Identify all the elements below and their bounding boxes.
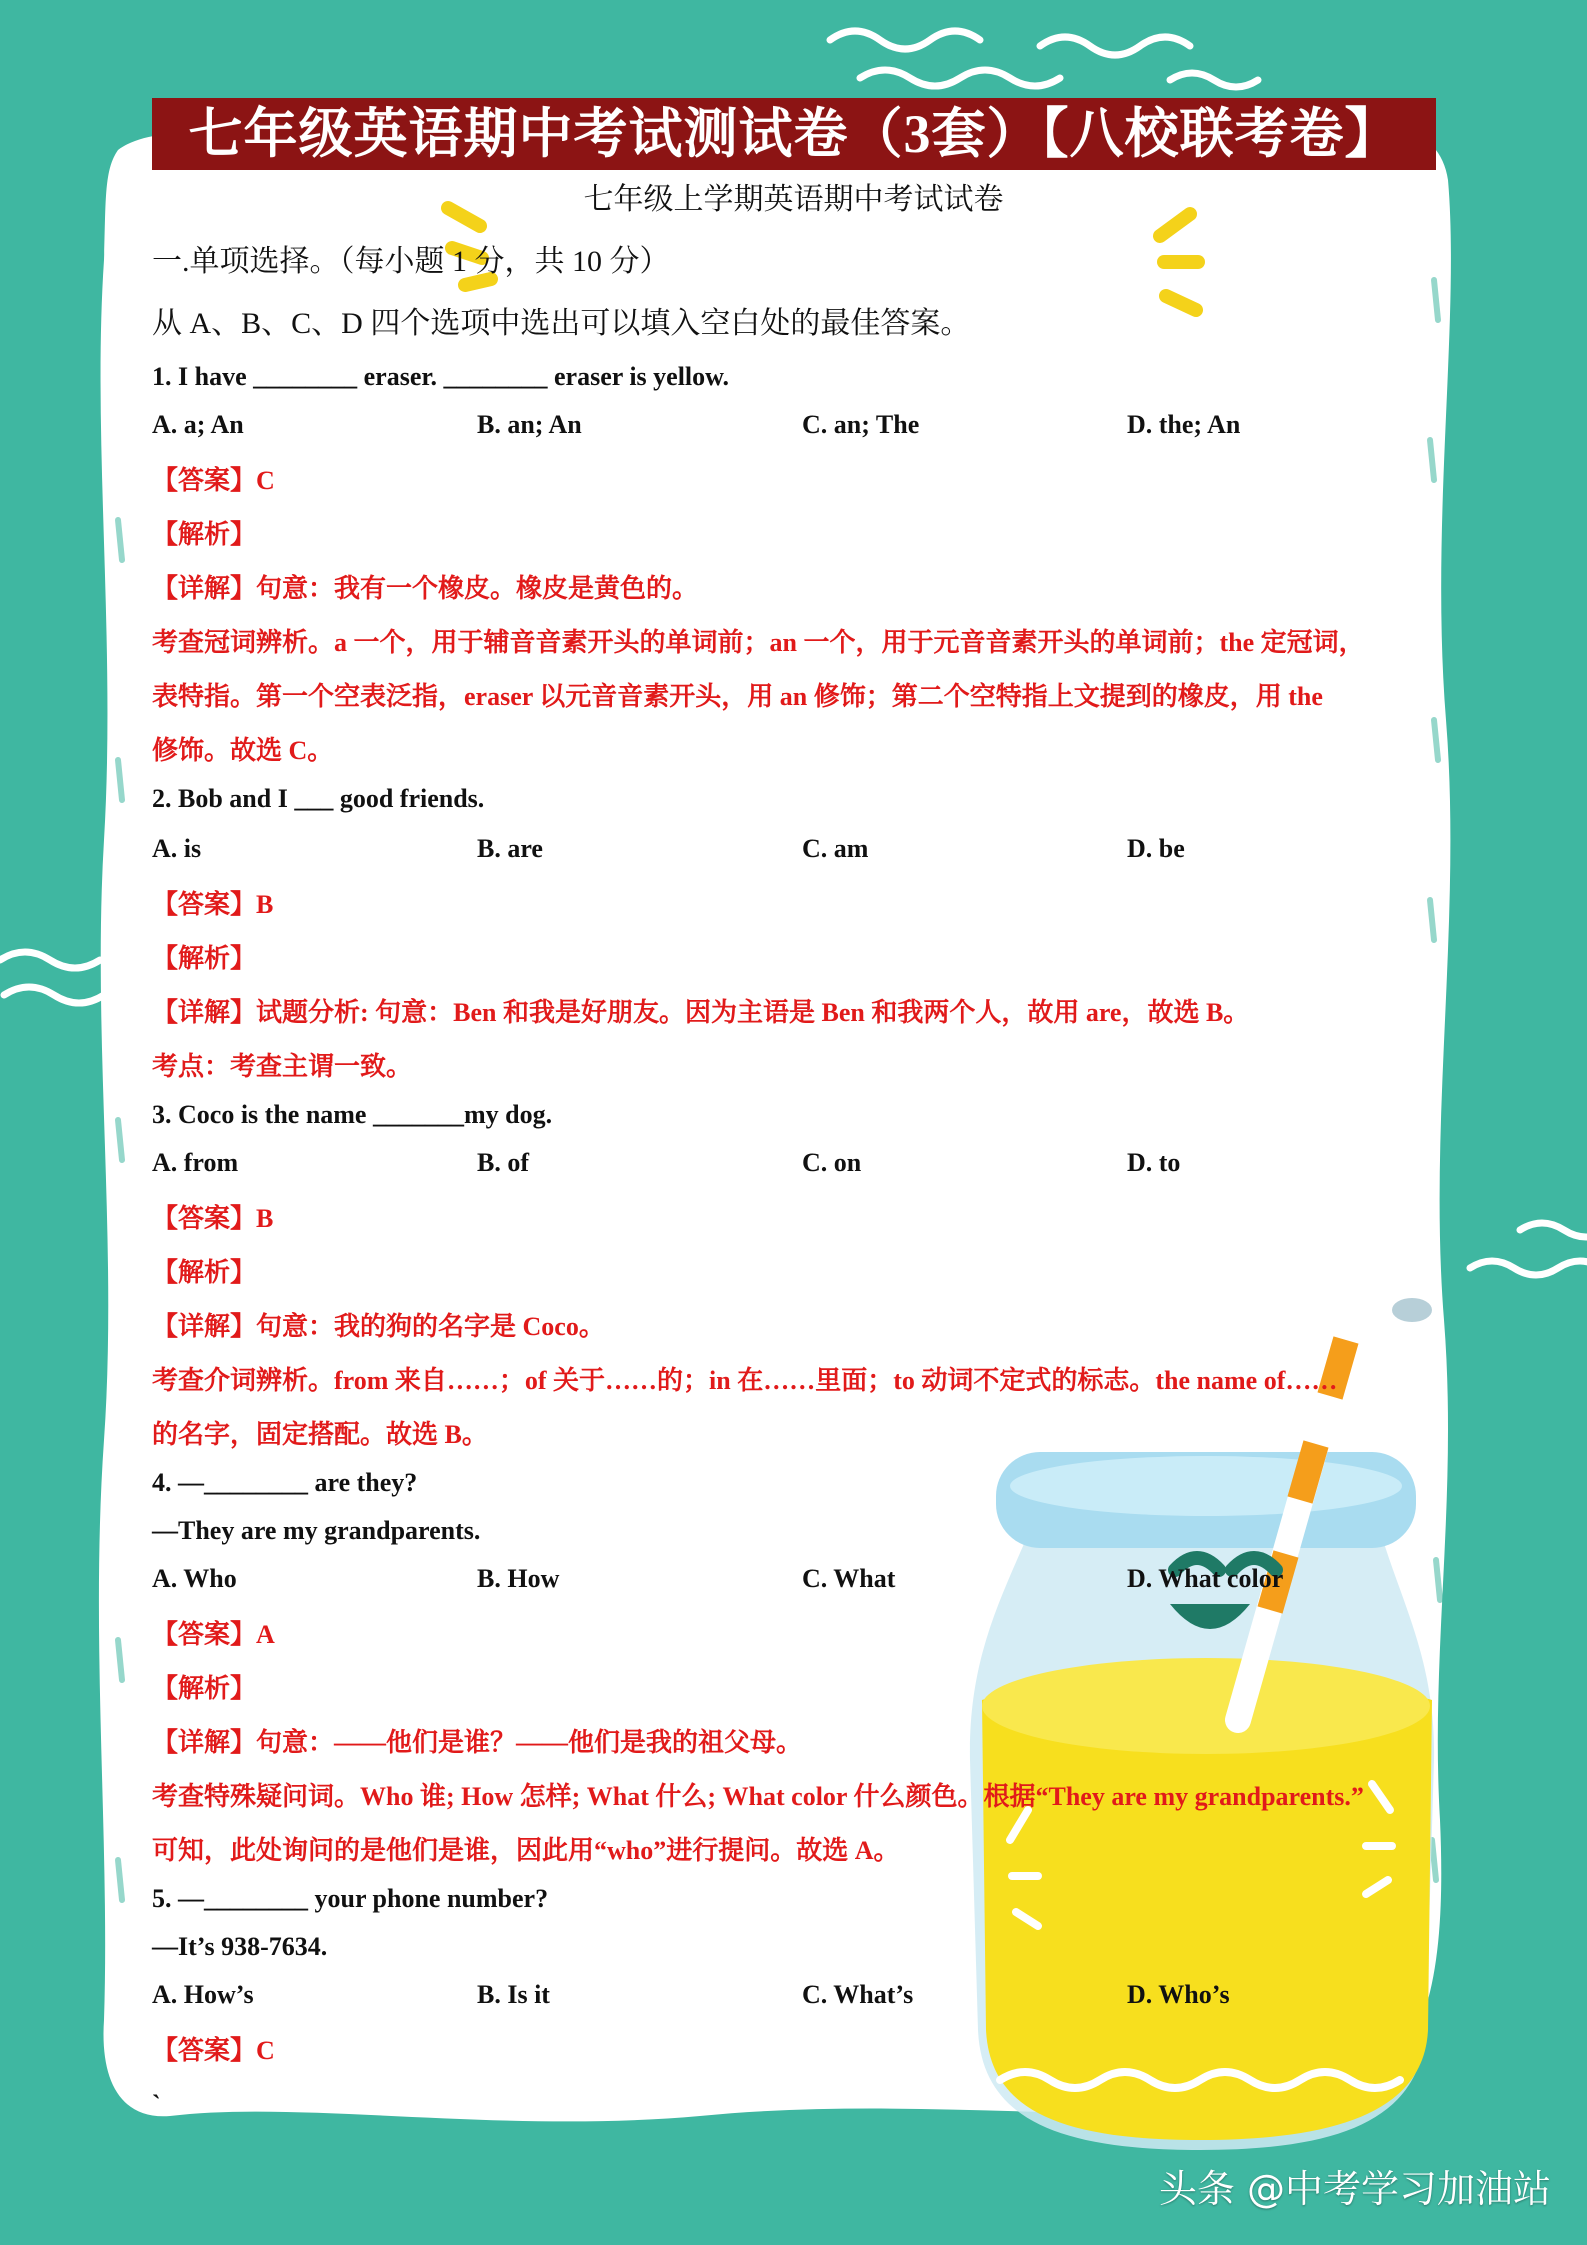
question-5-stem: 5. —________ your phone number? [152, 1884, 549, 1913]
question-4-analysis: 【解析】 [152, 1674, 257, 1703]
question-4-detail: 考查特殊疑问词。Who 谁; How 怎样; What 什么; What color 什么颜色。根据“They are my grandparents.” [152, 1782, 1364, 1811]
option-d: D. Who’s [1127, 1980, 1230, 2009]
option-c: C. What [802, 1564, 896, 1593]
question-2-stem: 2. Bob and I ___ good friends. [152, 784, 485, 813]
question-2-detail: 考点：考查主谓一致。 [152, 1052, 413, 1081]
question-4-answer: 【答案】A [152, 1620, 275, 1649]
question-3-detail: 【详解】句意：我的狗的名字是 Coco。 [152, 1312, 605, 1341]
section-heading: 一.单项选择。（每小题 1 分，共 10 分） [152, 245, 670, 278]
option-a: A. Who [152, 1564, 237, 1593]
question-1-detail: 表特指。第一个空表泛指，eraser 以元音音素开头，用 an 修饰；第二个空特指上文提到的橡皮，用 the [152, 682, 1323, 711]
option-b: B. Is it [477, 1980, 550, 2009]
question-1-detail: 修饰。故选 C。 [152, 736, 334, 765]
question-5-stem: —It’s 938-7634. [152, 1932, 328, 1961]
question-3-stem: 3. Coco is the name _______my dog. [152, 1100, 553, 1129]
question-2-answer: 【答案】B [152, 890, 274, 919]
option-a: A. is [152, 834, 202, 863]
option-c: C. What’s [802, 1980, 914, 2009]
option-d: D. What color [1127, 1564, 1284, 1593]
question-1-detail: 考查冠词辨析。a 一个，用于辅音音素开头的单词前；an 一个，用于元音音素开头的单词前；the 定冠词， [152, 628, 1365, 657]
question-4-detail: 【详解】句意：——他们是谁？——他们是我的祖父母。 [152, 1728, 803, 1757]
question-1-detail: 【详解】句意：我有一个橡皮。橡皮是黄色的。 [152, 574, 699, 603]
question-3-detail: 的名字，固定搭配。故选 B。 [152, 1420, 488, 1449]
question-3-answer: 【答案】B [152, 1204, 274, 1233]
exam-subtitle: 七年级上学期英语期中考试试卷 [583, 183, 1004, 216]
option-b: B. of [477, 1148, 529, 1177]
option-b: B. an; An [477, 410, 582, 439]
option-c: C. am [802, 834, 869, 863]
question-1-analysis: 【解析】 [152, 520, 257, 549]
option-b: B. are [477, 834, 543, 863]
question-2-analysis: 【解析】 [152, 944, 257, 973]
option-a: A. from [152, 1148, 239, 1177]
option-c: C. an; The [802, 410, 920, 439]
option-d: D. the; An [1127, 410, 1241, 439]
trailing-mark: ` [152, 2090, 161, 2119]
section-instruction: 从 A、B、C、D 四个选项中选出可以填入空白处的最佳答案。 [152, 307, 971, 340]
question-4-stem: 4. —________ are they? [152, 1468, 418, 1497]
question-1-answer: 【答案】C [152, 466, 275, 495]
option-b: B. How [477, 1564, 560, 1593]
option-c: C. on [802, 1148, 862, 1177]
question-4-stem: —They are my grandparents. [152, 1516, 481, 1545]
option-d: D. to [1127, 1148, 1181, 1177]
question-3-analysis: 【解析】 [152, 1258, 257, 1287]
option-d: D. be [1127, 834, 1185, 863]
question-3-detail: 考查介词辨析。from 来自……；of 关于……的；in 在……里面；to 动词不定式的标志。the name of…… [152, 1366, 1338, 1395]
question-5-answer: 【答案】C [152, 2036, 275, 2065]
question-2-detail: 【详解】试题分析: 句意：Ben 和我是好朋友。因为主语是 Ben 和我两个人，故用 are，故选 B。 [152, 998, 1250, 1027]
option-a: A. a; An [152, 410, 244, 439]
question-4-detail: 可知，此处询问的是他们是谁，因此用“who”进行提问。故选 A。 [152, 1836, 900, 1865]
source-watermark: 头条 @中考学习加油站 [1158, 2167, 1551, 2211]
option-a: A. How’s [152, 1980, 254, 2009]
page-banner-title: 七年级英语期中考试测试卷（3套）【八校联考卷】 [152, 98, 1436, 170]
question-1-stem: 1. I have ________ eraser. ________ eraser is yellow. [152, 362, 729, 391]
